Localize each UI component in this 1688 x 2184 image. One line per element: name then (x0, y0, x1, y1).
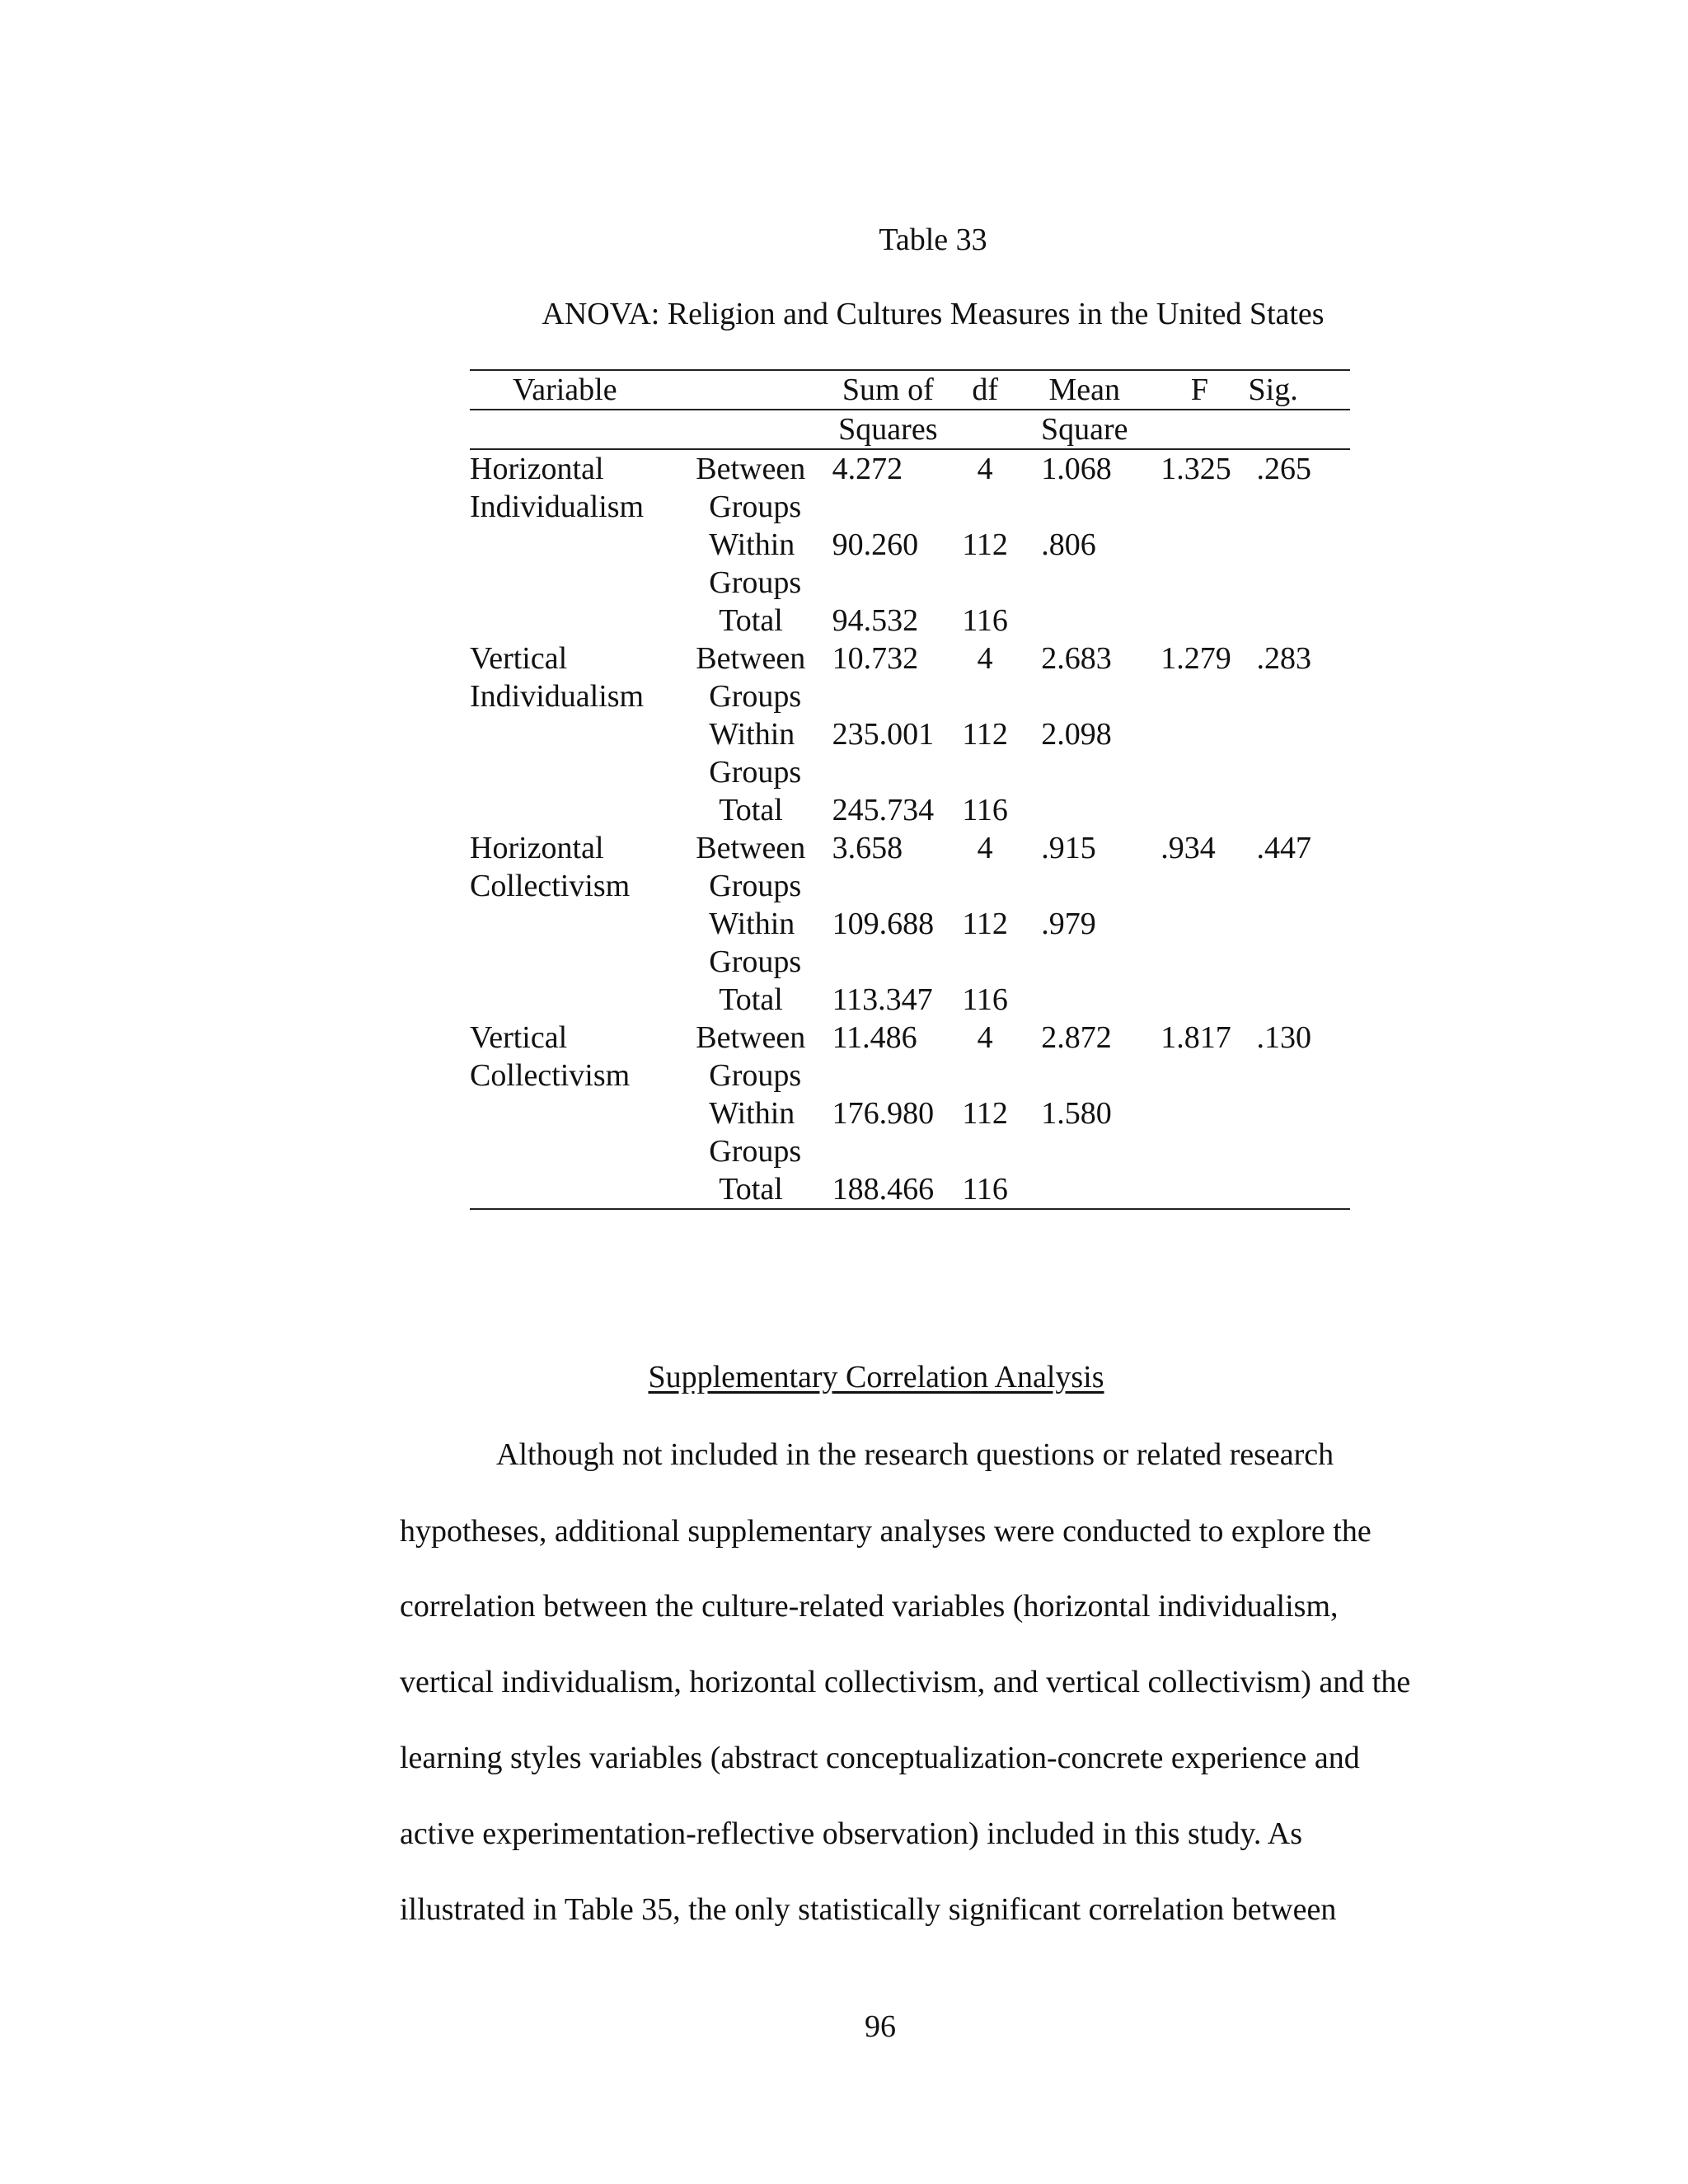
header-variable: Variable (470, 370, 696, 410)
f-cell (1151, 1170, 1248, 1209)
df-cell (952, 677, 1018, 715)
variable-cell: Horizontal (470, 452, 604, 486)
table-row (470, 829, 1350, 867)
mean-square-cell (1018, 564, 1151, 602)
source-cell: Total (719, 982, 783, 1017)
header-sum-of-squares-line1: Sum of (842, 373, 934, 407)
sum-of-squares-cell: 113.347 (832, 982, 933, 1017)
variable-cell (470, 943, 696, 981)
df-cell: 116 (962, 603, 1008, 638)
source-cell: Between (696, 1020, 806, 1055)
mean-square-cell (1018, 981, 1151, 1019)
f-cell: 1.279 (1160, 641, 1231, 676)
sig-cell (1249, 1132, 1350, 1170)
paragraph-line: Although not included in the research questions or related research (496, 1437, 1334, 1472)
variable-cell: Vertical (470, 1020, 568, 1055)
table-row (470, 867, 1350, 905)
anova-table-body (470, 449, 1350, 1209)
source-cell: Between (696, 641, 806, 676)
df-cell: 116 (962, 982, 1008, 1017)
header-mean-square-line1: Mean (1048, 373, 1120, 407)
sig-cell (1249, 1057, 1350, 1094)
variable-cell (470, 905, 696, 943)
sum-of-squares-cell (824, 1057, 953, 1094)
variable-cell (470, 526, 696, 564)
paragraph-line: correlation between the culture-related variables (horizontal individualism, (400, 1589, 1339, 1624)
table-row (470, 1019, 1350, 1057)
f-cell (1151, 943, 1248, 981)
anova-table (470, 369, 1350, 1210)
mean-square-cell: 2.872 (1041, 1020, 1112, 1055)
mean-square-cell (1018, 602, 1151, 640)
source-cell: Within (709, 1096, 795, 1131)
f-cell: .934 (1160, 831, 1216, 865)
variable-cell (470, 1094, 696, 1132)
variable-cell (470, 564, 696, 602)
mean-square-cell: .915 (1041, 831, 1096, 865)
page-number: 96 (865, 2009, 896, 2044)
source-cell: Within (709, 907, 795, 941)
sum-of-squares-cell (824, 943, 953, 981)
sum-of-squares-cell: 235.001 (832, 717, 935, 752)
df-cell (952, 488, 1018, 526)
sig-cell (1249, 715, 1350, 753)
df-cell: 112 (962, 717, 1008, 752)
sum-of-squares-cell: 176.980 (832, 1096, 935, 1131)
variable-cell (470, 753, 696, 791)
f-cell (1151, 526, 1248, 564)
table-row (470, 715, 1350, 753)
source-cell: Groups (709, 944, 802, 979)
df-cell: 4 (977, 831, 993, 865)
variable-cell (470, 1170, 696, 1209)
mean-square-cell (1018, 867, 1151, 905)
mean-square-cell: .806 (1041, 527, 1096, 562)
sum-of-squares-cell: 90.260 (832, 527, 919, 562)
table-row (470, 564, 1350, 602)
variable-cell: Collectivism (470, 1058, 631, 1093)
f-cell (1151, 905, 1248, 943)
table-row (470, 753, 1350, 791)
df-cell: 4 (977, 1020, 993, 1055)
mean-square-cell (1018, 791, 1151, 829)
source-cell: Groups (709, 869, 802, 903)
df-cell: 4 (977, 452, 993, 486)
df-cell: 4 (977, 641, 993, 676)
df-cell: 116 (952, 1170, 1018, 1209)
mean-square-cell (1018, 1132, 1151, 1170)
paragraph-line: illustrated in Table 35, the only statistically significant correlation between (400, 1892, 1337, 1927)
df-cell: 112 (962, 527, 1008, 562)
sum-of-squares-cell: 188.466 (824, 1170, 953, 1209)
sum-of-squares-cell: 3.658 (832, 831, 903, 865)
paragraph-line: hypotheses, additional supplementary analyses were conducted to explore the (400, 1514, 1372, 1549)
mean-square-cell (1018, 677, 1151, 715)
table-row (470, 791, 1350, 829)
variable-cell (470, 1132, 696, 1170)
mean-square-cell: .979 (1041, 907, 1096, 941)
mean-square-cell: 2.683 (1041, 641, 1112, 676)
f-cell (1151, 867, 1248, 905)
sig-cell (1249, 867, 1350, 905)
f-cell (1151, 1132, 1248, 1170)
table-row (470, 640, 1350, 677)
paragraph-line: active experimentation-reflective observation) included in this study. As (400, 1816, 1302, 1851)
table-header-row (470, 370, 1350, 410)
sig-cell (1249, 526, 1350, 564)
table-row (470, 905, 1350, 943)
table-row (470, 602, 1350, 640)
sig-cell (1249, 981, 1350, 1019)
source-cell: Within (709, 717, 795, 752)
f-cell (1151, 602, 1248, 640)
sig-cell (1249, 602, 1350, 640)
variable-cell: Collectivism (470, 869, 631, 903)
sum-of-squares-cell: 109.688 (832, 907, 935, 941)
source-cell: Groups (709, 1134, 802, 1169)
mean-square-cell (1018, 1170, 1151, 1209)
f-cell (1151, 1057, 1248, 1094)
f-cell (1151, 715, 1248, 753)
sum-of-squares-cell (824, 488, 953, 526)
f-cell (1151, 791, 1248, 829)
source-cell: Total (696, 1170, 823, 1209)
table-row (470, 449, 1350, 488)
sum-of-squares-cell: 10.732 (832, 641, 919, 676)
df-cell (952, 564, 1018, 602)
table-row (470, 677, 1350, 715)
header-sum-of-squares (824, 370, 953, 410)
df-cell: 112 (962, 907, 1008, 941)
sig-cell (1249, 488, 1350, 526)
header-mean-square (1018, 370, 1151, 410)
variable-cell: Individualism (470, 490, 645, 524)
f-cell (1151, 677, 1248, 715)
sig-cell (1249, 677, 1350, 715)
paragraph-line: learning styles variables (abstract conceptualization-concrete experience and (400, 1741, 1360, 1775)
variable-cell (470, 981, 696, 1019)
source-cell: Between (696, 831, 806, 865)
paragraph-line: vertical individualism, horizontal collectivism, and vertical collectivism) and the (400, 1665, 1411, 1699)
table-number: Table 33 (879, 223, 987, 257)
table-row (470, 1132, 1350, 1170)
table-row (470, 1170, 1350, 1209)
sig-cell (1249, 753, 1350, 791)
source-cell: Within (709, 527, 795, 562)
sig-cell (1249, 1170, 1350, 1209)
sum-of-squares-cell: 4.272 (832, 452, 903, 486)
table-row (470, 1057, 1350, 1094)
df-cell (952, 943, 1018, 981)
sig-cell (1249, 943, 1350, 981)
section-heading: Supplementary Correlation Analysis (648, 1360, 1104, 1394)
header-source (696, 370, 823, 410)
variable-cell: Individualism (470, 679, 645, 714)
header-f: F (1151, 370, 1248, 410)
df-cell (952, 1057, 1018, 1094)
df-cell (952, 867, 1018, 905)
source-cell: Groups (709, 565, 802, 600)
table-row (470, 981, 1350, 1019)
source-cell: Between (696, 452, 806, 486)
table-row (470, 488, 1350, 526)
mean-square-cell (1018, 488, 1151, 526)
f-cell (1151, 488, 1248, 526)
f-cell: 1.325 (1160, 452, 1231, 486)
f-cell: 1.817 (1160, 1020, 1231, 1055)
df-cell (952, 753, 1018, 791)
table-title: ANOVA: Religion and Cultures Measures in the United States (542, 297, 1325, 331)
variable-cell (470, 602, 696, 640)
sum-of-squares-cell: 245.734 (832, 793, 935, 827)
mean-square-cell (1018, 943, 1151, 981)
sum-of-squares-cell (824, 867, 953, 905)
table-row (470, 526, 1350, 564)
source-cell: Groups (709, 755, 802, 790)
sig-cell (1249, 905, 1350, 943)
sum-of-squares-cell (824, 1132, 953, 1170)
df-cell: 116 (962, 793, 1008, 827)
sig-cell (1249, 791, 1350, 829)
table-row (470, 943, 1350, 981)
sum-of-squares-cell: 11.486 (832, 1020, 917, 1055)
source-cell: Groups (709, 679, 802, 714)
variable-cell (470, 791, 696, 829)
sum-of-squares-cell: 94.532 (832, 603, 919, 638)
sum-of-squares-cell (824, 677, 953, 715)
sum-of-squares-cell (824, 753, 953, 791)
sum-of-squares-cell (824, 564, 953, 602)
source-cell: Groups (709, 490, 802, 524)
sig-cell: .265 (1256, 452, 1312, 486)
df-cell (952, 1132, 1018, 1170)
sig-cell: .130 (1256, 1020, 1312, 1055)
source-cell: Groups (709, 1058, 802, 1093)
mean-square-cell (1018, 1057, 1151, 1094)
f-cell (1151, 1094, 1248, 1132)
source-cell: Total (719, 603, 783, 638)
variable-cell: Vertical (470, 641, 568, 676)
sig-cell: .283 (1256, 641, 1312, 676)
header-mean-square-line2: Square (1018, 410, 1151, 449)
mean-square-cell: 2.098 (1041, 717, 1112, 752)
table-header-row-2 (470, 410, 1350, 449)
mean-square-cell (1018, 753, 1151, 791)
table-row (470, 1094, 1350, 1132)
sig-cell (1249, 1094, 1350, 1132)
header-sum-of-squares-line2: Squares (824, 410, 953, 449)
header-df: df (952, 370, 1018, 410)
variable-cell: Horizontal (470, 831, 604, 865)
source-cell: Total (719, 793, 783, 827)
f-cell (1151, 981, 1248, 1019)
mean-square-cell: 1.580 (1041, 1096, 1112, 1131)
f-cell (1151, 564, 1248, 602)
variable-cell (470, 715, 696, 753)
f-cell (1151, 753, 1248, 791)
df-cell: 112 (962, 1096, 1008, 1131)
sig-cell (1249, 564, 1350, 602)
mean-square-cell: 1.068 (1041, 452, 1112, 486)
header-sig: Sig. (1249, 370, 1350, 410)
sig-cell: .447 (1256, 831, 1312, 865)
